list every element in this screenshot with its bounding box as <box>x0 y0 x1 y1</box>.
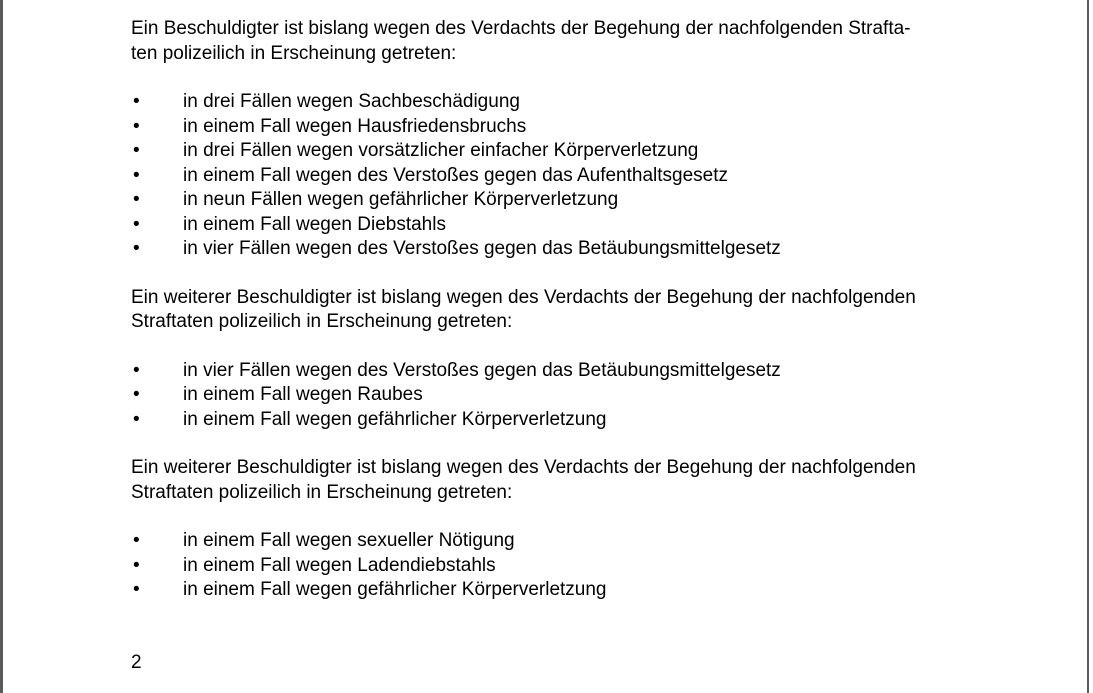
bullet-icon: • <box>133 213 140 235</box>
section-1-intro-line-1: Ein Beschuldigter ist bislang wegen des Verdachts der Begehung der nachfolgenden Strafta- <box>131 18 911 39</box>
section-1-intro <box>131 17 981 66</box>
page-left-border <box>0 0 3 693</box>
list-item <box>131 188 981 213</box>
list-item <box>131 164 981 189</box>
section-3-intro-line-2: Straftaten polizeilich in Erscheinung getreten: <box>131 481 513 503</box>
list-item <box>131 578 981 603</box>
section-2-intro-line-2: Straftaten polizeilich in Erscheinung getreten: <box>131 311 513 332</box>
list-item-text: in einem Fall wegen sexueller Nötigung <box>183 530 515 551</box>
bullet-icon: • <box>133 91 140 112</box>
bullet-icon: • <box>133 359 140 381</box>
list-item <box>131 115 981 140</box>
bullet-icon: • <box>133 408 140 430</box>
list-item-text: in einem Fall wegen des Verstoßes gegen das Aufenthaltsgesetz <box>183 164 729 186</box>
bullet-icon: • <box>133 140 140 161</box>
bullet-icon: • <box>133 530 140 551</box>
page-right-border <box>1087 0 1089 693</box>
list-item <box>131 90 981 115</box>
list-item <box>131 554 981 579</box>
list-item-text: in drei Fällen wegen vorsätzlicher einfacher Körperverletzung <box>183 140 699 161</box>
bullet-icon: • <box>133 115 140 137</box>
bullet-icon: • <box>133 189 140 210</box>
bullet-icon: • <box>133 554 140 576</box>
list-item-text: in einem Fall wegen Raubes <box>183 384 423 405</box>
list-item <box>131 139 981 164</box>
section-2-intro <box>131 286 981 335</box>
list-item-text: in einem Fall wegen Hausfriedensbruchs <box>183 115 527 137</box>
list-item <box>131 408 981 433</box>
list-item-text: in vier Fällen wegen des Verstoßes gegen das Betäubungsmittelgesetz <box>183 238 781 259</box>
list-item-text: in einem Fall wegen Ladendiebstahls <box>183 554 496 576</box>
list-item-text: in einem Fall wegen Diebstahls <box>183 213 446 235</box>
list-item-text: in drei Fällen wegen Sachbeschädigung <box>183 91 520 112</box>
document-body <box>131 17 981 627</box>
section-1-offense-list <box>131 90 981 262</box>
list-item-text: in vier Fällen wegen des Verstoßes gegen das Betäubungsmittelgesetz <box>183 359 781 381</box>
section-3-intro-line-1: Ein weiterer Beschuldigter ist bislang wegen des Verdachts der Begehung der nachfolgenden <box>131 457 916 478</box>
list-item <box>131 383 981 408</box>
bullet-icon: • <box>133 238 140 259</box>
list-item <box>131 237 981 262</box>
section-2-intro-line-1: Ein weiterer Beschuldigter ist bislang wegen des Verdachts der Begehung der nachfolgenden <box>131 286 916 308</box>
section-3-offense-list <box>131 529 981 603</box>
list-item <box>131 529 981 554</box>
list-item <box>131 213 981 238</box>
bullet-icon: • <box>133 384 140 405</box>
bullet-icon: • <box>133 164 140 186</box>
list-item-text: in einem Fall wegen gefährlicher Körperverletzung <box>183 408 607 430</box>
list-item-text: in einem Fall wegen gefährlicher Körperverletzung <box>183 579 607 600</box>
list-item <box>131 359 981 384</box>
section-1-intro-line-2: ten polizeilich in Erscheinung getreten: <box>131 42 457 64</box>
section-2-offense-list <box>131 359 981 433</box>
bullet-icon: • <box>133 579 140 600</box>
list-item-text: in neun Fällen wegen gefährlicher Körperverletzung <box>183 189 619 210</box>
page-number: 2 <box>131 652 142 673</box>
section-3-intro <box>131 456 981 505</box>
